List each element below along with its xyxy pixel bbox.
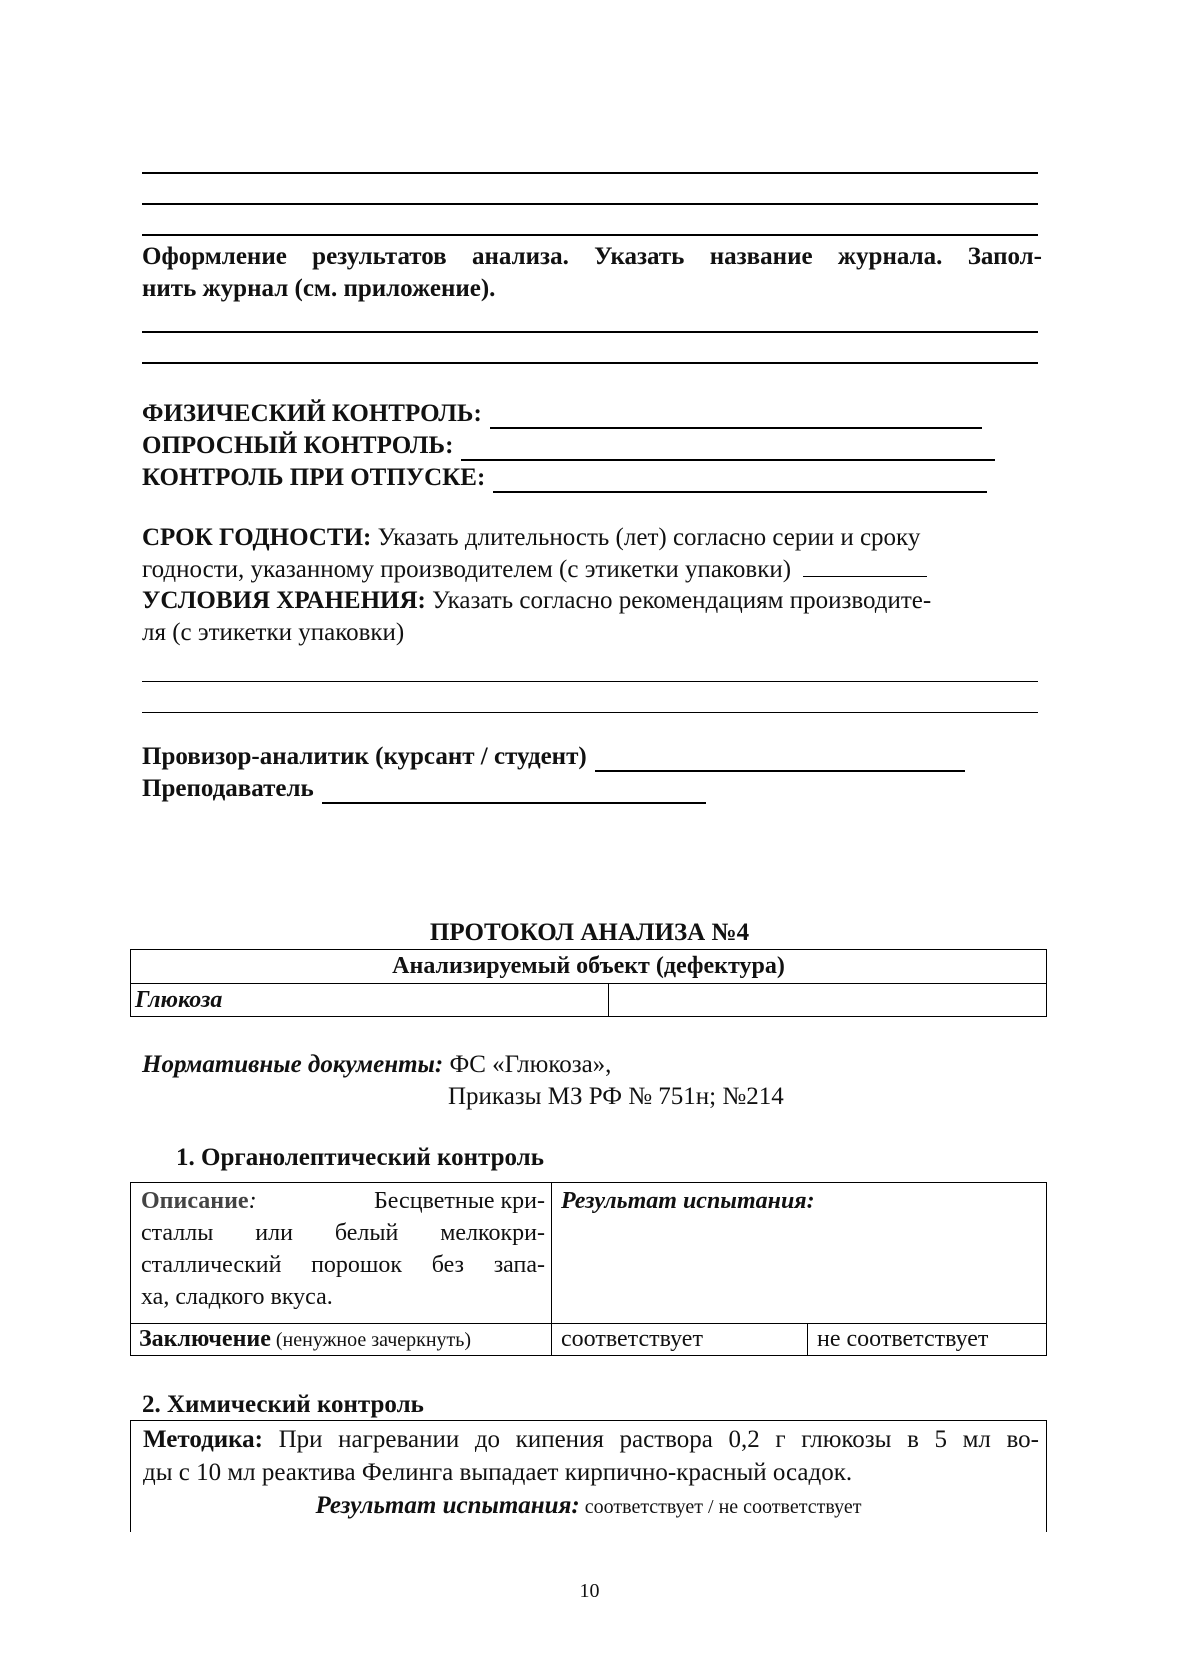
survey-control-field[interactable] <box>461 437 995 461</box>
object-extra-cell[interactable] <box>609 984 1045 1016</box>
description-text: Бесцветные кри- <box>374 1188 545 1214</box>
description-text: сталлы или белый мелкокри- <box>141 1220 545 1246</box>
results-heading <box>142 241 1042 272</box>
conclusion-cell <box>139 1324 549 1355</box>
physical-control-row <box>142 398 1042 429</box>
blank-line[interactable] <box>142 712 1038 713</box>
chemical-result <box>131 1489 1046 1524</box>
object-name: Глюкоза <box>135 987 223 1013</box>
expiry-text-cont: годности, указанному производителем (с этикетки упаковки) <box>142 556 792 583</box>
expiry-label: СРОК ГОДНОСТИ: <box>142 524 372 551</box>
object-header: Анализируемый объект (дефектура) <box>392 953 785 979</box>
expiry-text: Указать длительность (лет) согласно серии и сроку <box>371 524 921 551</box>
blank-line[interactable] <box>142 331 1038 333</box>
physical-control-label: ФИЗИЧЕСКИЙ КОНТРОЛЬ: <box>142 400 482 427</box>
object-table <box>130 949 1047 1017</box>
storage-label: УСЛОВИЯ ХРАНЕНИЯ: <box>142 587 426 614</box>
method-line1 <box>143 1423 1039 1456</box>
analyst-signature-row <box>142 741 1042 772</box>
normative-docs <box>142 1049 1042 1080</box>
result-label: Результат испытания: <box>561 1188 815 1214</box>
survey-control-label: ОПРОСНЫЙ КОНТРОЛЬ: <box>142 432 454 459</box>
teacher-signature-field[interactable] <box>322 780 706 804</box>
release-control-row <box>142 462 1042 493</box>
survey-control-row <box>142 430 1042 461</box>
option-conforms[interactable]: соответствует <box>561 1326 703 1352</box>
method-label: Методика: <box>143 1426 263 1453</box>
analyst-label: Провизор-аналитик (курсант / студент) <box>142 743 587 770</box>
release-control-field[interactable] <box>493 469 987 493</box>
blank-line[interactable] <box>142 681 1038 682</box>
blank-line[interactable] <box>142 203 1038 205</box>
method-text-cont: ды с 10 мл реактива Фелинга выпадает кирпично-красный осадок. <box>143 1459 853 1486</box>
description-text: ха, сладкого вкуса. <box>141 1284 333 1310</box>
description-label: Описание <box>141 1188 249 1214</box>
results-heading-line1: Оформление результатов анализа. Указать название журнала. Запол- <box>142 243 1042 270</box>
conclusion-note: (ненужное зачеркнуть) <box>270 1329 472 1351</box>
analyst-signature-field[interactable] <box>595 748 965 772</box>
chemical-heading: 2. Химический контроль <box>142 1391 424 1418</box>
description-text: сталлический порошок без запа- <box>141 1252 545 1278</box>
method-cell <box>143 1423 1039 1489</box>
chemical-result-label: Результат испытания: <box>315 1492 580 1519</box>
page-number: 10 <box>579 1580 600 1602</box>
description-line <box>141 1185 545 1217</box>
option-not-conforms[interactable]: не соответствует <box>817 1326 989 1352</box>
organoleptic-table <box>130 1182 1047 1356</box>
storage-line1 <box>142 585 1042 616</box>
storage-line2: ля (с этикетки упаковки) <box>142 619 405 646</box>
protocol-title: ПРОТОКОЛ АНАЛИЗА №4 <box>429 919 750 946</box>
release-control-label: КОНТРОЛЬ ПРИ ОТПУСКЕ: <box>142 464 486 491</box>
blank-line[interactable] <box>142 234 1038 236</box>
teacher-label: Преподаватель <box>142 775 314 802</box>
normative-label: Нормативные документы: <box>142 1051 444 1078</box>
results-heading-line2: нить журнал (см. приложение). <box>142 275 496 302</box>
blank-line[interactable] <box>142 362 1038 364</box>
expiry-line2 <box>142 554 1042 585</box>
chemical-table <box>130 1420 1047 1532</box>
expiry-line1 <box>142 522 1042 553</box>
conclusion-label: Заключение <box>139 1326 271 1352</box>
normative-value: ФС «Глюкоза», <box>443 1051 612 1078</box>
orders: Приказы МЗ РФ № 751н; №214 <box>448 1083 784 1110</box>
teacher-signature-row <box>142 773 1042 804</box>
result-input[interactable] <box>552 1219 1046 1323</box>
storage-text: Указать согласно рекомендациям производите- <box>425 587 932 614</box>
physical-control-field[interactable] <box>490 405 982 429</box>
description-colon: : <box>248 1188 257 1214</box>
method-text: При нагревании до кипения раствора 0,2 г глюкозы в 5 мл во- <box>263 1426 1039 1453</box>
description-cell <box>141 1185 545 1313</box>
blank-line[interactable] <box>142 172 1038 174</box>
chemical-result-options[interactable]: соответствует / не соответствует <box>579 1496 862 1518</box>
expiry-field[interactable] <box>803 556 927 577</box>
organoleptic-heading: 1. Органолептический контроль <box>176 1144 544 1171</box>
